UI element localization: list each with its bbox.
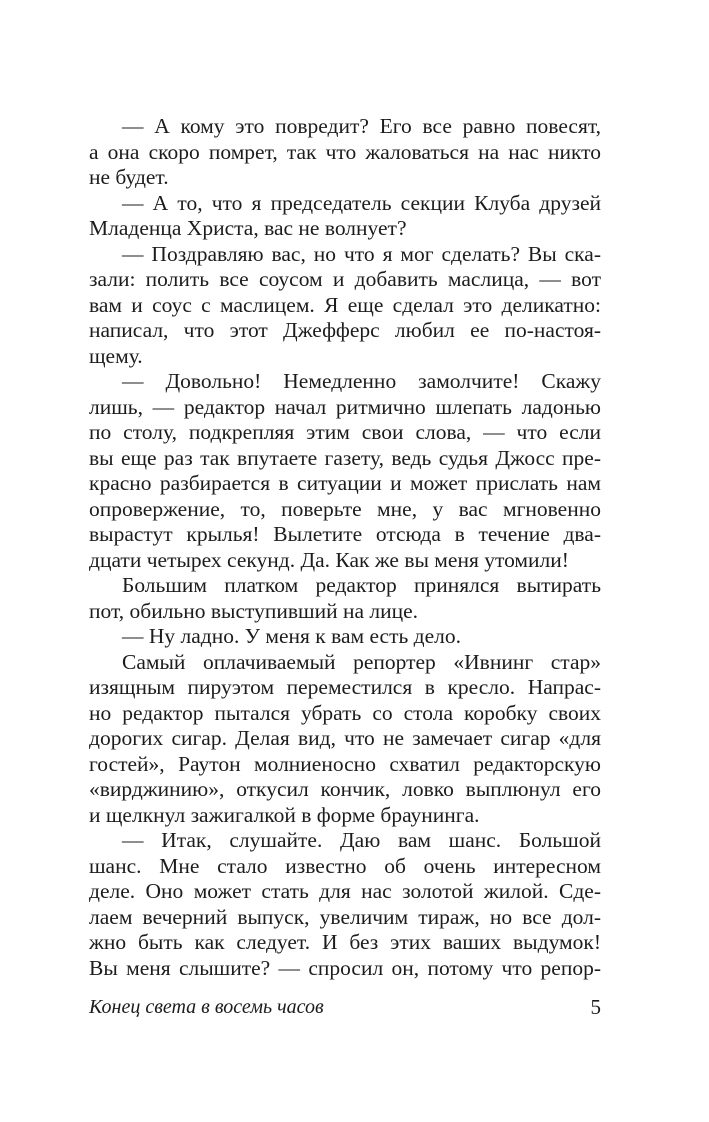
- text-line: — Довольно! Немедленно замолчите! Скажу: [122, 369, 601, 393]
- text-line: по столу, подкрепляя этим свои слова, — что если: [89, 420, 601, 444]
- text-line: Большим платком редактор принялся вытирать: [122, 573, 601, 597]
- text-line: «вирджинию», откусил кончик, ловко выплюнул его: [89, 777, 601, 801]
- text-line: — Итак, слушайте. Даю вам шанс. Большой: [122, 828, 601, 852]
- text-line: изящным пируэтом переместился в кресло. Напрас-: [89, 675, 601, 699]
- text-line: но редактор пытался убрать со стола коробку своих: [89, 700, 601, 725]
- text-line: Младенца Христа, вас не волнует?: [89, 216, 407, 240]
- text-line: гостей», Раутон молниеносно схватил редакторскую: [89, 751, 601, 776]
- text-line: — Ну ладно. У меня к вам есть дело.: [122, 624, 462, 648]
- text-line: а она скоро помрет, так что жаловаться на нас никто: [89, 139, 601, 164]
- text-line: лишь, — редактор начал ритмично шлепать ладонью: [89, 394, 601, 419]
- text-line: — А кому это повредит? Его все равно повесят,: [122, 114, 601, 138]
- text-line: шанс. Мне стало известно об очень интересном: [89, 853, 601, 878]
- page-number: 5: [590, 995, 601, 1019]
- text-line: жно быть как следует. И без этих ваших выдумок!: [89, 930, 601, 954]
- text-line: деле. Оно может стать для нас золотой жилой. Сде-: [89, 879, 601, 903]
- text-line: лаем вечерний выпуск, увеличим тираж, но все дол-: [89, 904, 601, 929]
- text-line: и щелкнул зажигалкой в форме браунинга.: [89, 802, 480, 827]
- text-line: зали: полить все соусом и добавить маслица, — вот: [89, 267, 601, 291]
- text-line: — А то, что я председатель секции Клуба друзей: [122, 190, 601, 215]
- text-line: — Поздравляю вас, но что я мог сделать? Вы ска-: [122, 241, 601, 266]
- text-line: написал, что этот Джефферс любил ее по-настоя-: [89, 318, 601, 342]
- text-line: дцати четырех секунд. Да. Как же вы меня утомили!: [89, 547, 569, 572]
- text-line: не будет.: [89, 165, 169, 189]
- text-line: Вы меня слышите? — спросил он, потому что репор-: [89, 955, 601, 980]
- text-line: Самый оплачиваемый репортер «Ивнинг стар»: [122, 649, 601, 674]
- body-text: [89, 114, 601, 981]
- text-line: щему.: [89, 343, 143, 368]
- text-line: дорогих сигар. Делая вид, что не замечает сигар «для: [89, 726, 601, 750]
- text-line: красно разбирается в ситуации и может прислать нам: [89, 471, 601, 495]
- text-line: вы еще раз так впутаете газету, ведь судья Джосс пре-: [89, 445, 601, 470]
- text-line: вам и соус с маслицем. Я еще сделал это деликатно:: [89, 292, 601, 317]
- running-title: Конец света в восемь часов: [89, 996, 324, 1018]
- text-line: опровержение, то, поверьте мне, у вас мгновенно: [89, 496, 601, 521]
- text-line: вырастут крылья! Вылетите отсюда в течение два-: [89, 522, 601, 546]
- text-line: пот, обильно выступивший на лице.: [89, 598, 419, 623]
- page-footer: [89, 994, 601, 1020]
